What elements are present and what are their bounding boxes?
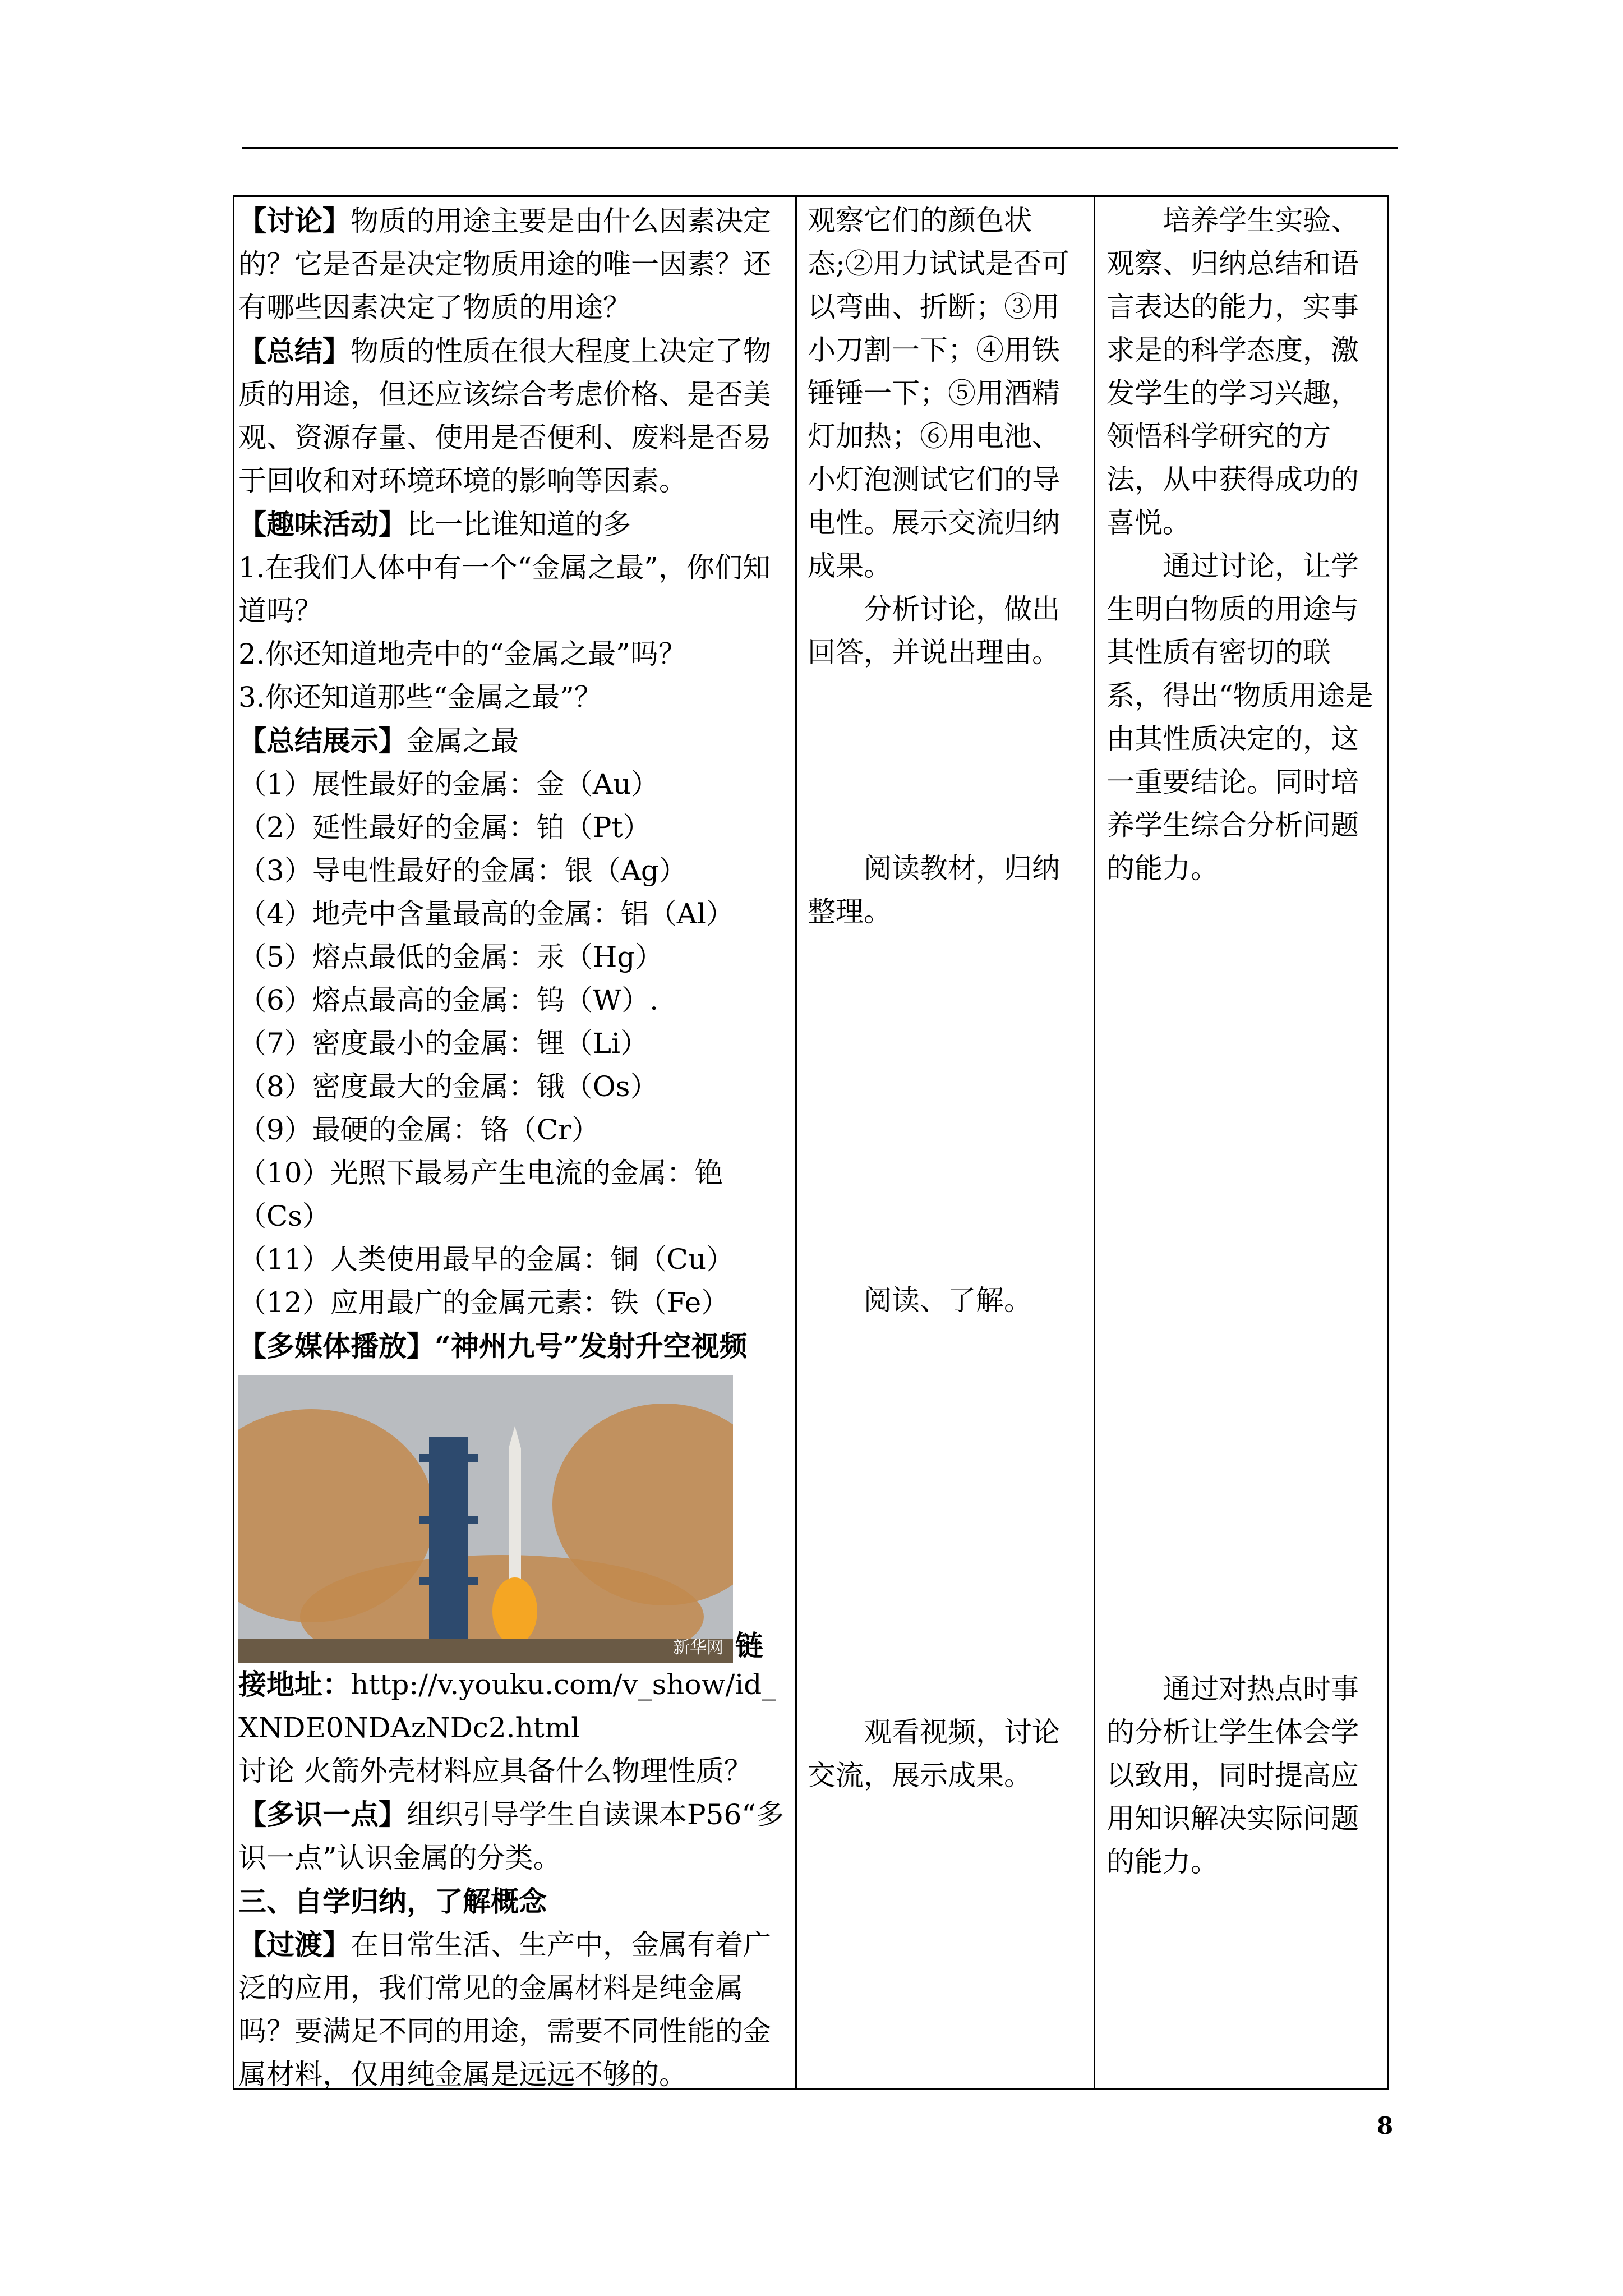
launch-tower-arm (419, 1454, 478, 1462)
summary-text: 物质的性质在很大程度上决定了物质的用途，但还应该综合考虑价格、是否美观、资源存量、使用是否便利、废料是否易于回收和对环境环境的影响等因素。 (238, 335, 771, 497)
metal-fact-item: （5）熔点最低的金属：汞（Hg） (238, 941, 663, 973)
column-divider-1 (795, 197, 797, 2088)
discussion-text: 物质的用途主要是由什么因素决定的？它是否是决定物质用途的唯一因素？还有哪些因素决定了物质的用途？ (238, 205, 771, 324)
summary-paragraph (238, 329, 788, 503)
question-3: 3.你还知道那些“金属之最”？ (238, 681, 602, 714)
show-label: 【总结展示】 (238, 724, 407, 757)
observe-text: 观察它们的颜色状态;②用力试试是否可以弯曲、折断；③用小刀割一下；④用铁锤锤一下；⑤用酒精灯加热；⑥用电池、小灯泡测试它们的导电性。展示交流归纳成果。 (808, 204, 1069, 582)
launch-tower-arm (419, 1516, 478, 1524)
section-3-heading: 三、自学归纳，了解概念 (238, 1885, 547, 1918)
rocket-body (509, 1448, 521, 1594)
more-knowledge-label: 【多识一点】 (238, 1798, 407, 1831)
goal-2-text: 通过讨论，让学生明白物质的用途与其性质有密切的联系，得出“物质用途是由其性质决定的，这一重要结论。同时培养学生综合分析问题的能力。 (1106, 550, 1373, 885)
summary-label: 【总结】 (238, 334, 351, 367)
metal-fact-item: （7）密度最小的金属：锂（Li） (238, 1027, 649, 1060)
fun-activity-label: 【趣味活动】 (238, 508, 407, 541)
transition-text: 在日常生活、生产中，金属有着广泛的应用，我们常见的金属材料是纯金属吗？要满足不同的用途，需要不同性能的金属材料，仅用纯金属是远远不够的。 (238, 1929, 771, 2091)
photo-ground (238, 1639, 733, 1663)
goal-3-text: 通过对热点时事的分析让学生体会学以致用，同时提高应用知识解决实际问题的能力。 (1106, 1673, 1359, 1878)
launch-tower (429, 1437, 468, 1639)
header-rule (242, 147, 1398, 149)
photo-watermark: 新华网 (673, 1638, 723, 1658)
metal-fact-item: （6）熔点最高的金属：钨（W）. (238, 984, 659, 1016)
link-paragraph (238, 1663, 788, 1750)
metal-fact-item: （9）最硬的金属：铬（Cr） (238, 1114, 600, 1146)
link-label-start: 链 (735, 1629, 763, 1662)
discussion-paragraph (238, 199, 788, 329)
question-1: 1.在我们人体中有一个“金属之最”，你们知道吗？ (238, 551, 771, 627)
rocket-flame (492, 1577, 537, 1645)
discussion-label: 【讨论】 (238, 204, 351, 237)
teacher-activity-column (238, 199, 788, 2096)
read-understand-text: 阅读、了解。 (864, 1284, 1032, 1317)
link-label: 接地址： (238, 1668, 351, 1701)
question-2: 2.你还知道地壳中的“金属之最”吗？ (238, 638, 686, 670)
student-activity-column (808, 199, 1082, 1797)
more-knowledge-paragraph (238, 1793, 788, 1880)
transition-paragraph (238, 1923, 788, 2096)
metal-fact-item: （10）光照下最易产生电流的金属：铯（Cs） (238, 1157, 723, 1232)
design-intent-column (1106, 199, 1381, 1884)
video-link[interactable]: http://v.youku.com/v_show/id_XNDE0NDAzNDc2.html (238, 1668, 776, 1744)
metal-fact-item: （8）密度最大的金属：锇（Os） (238, 1070, 658, 1103)
multimedia-heading: 【多媒体播放】“神州九号”发射升空视频 (238, 1329, 748, 1363)
column-divider-2 (1094, 197, 1095, 2088)
analyze-text: 分析讨论，做出回答，并说出理由。 (808, 593, 1060, 669)
more-knowledge-text: 组织引导学生自读课本P56“多识一点”认识金属的分类。 (238, 1798, 784, 1874)
goal-1-text: 培养学生实验、观察、归纳总结和语言表达的能力，实事求是的科学态度，激发学生的学习兴趣，领悟科学研究的方法，从中获得成功的喜悦。 (1106, 204, 1359, 539)
transition-label: 【过渡】 (238, 1928, 351, 1961)
launch-tower-arm (419, 1577, 478, 1585)
page-number: 8 (1377, 2112, 1394, 2139)
fun-activity-paragraph (238, 503, 788, 546)
metal-fact-item: （11）人类使用最早的金属：铜（Cu） (238, 1243, 735, 1276)
metal-fact-item: （4）地壳中含量最高的金属：铝（Al） (238, 898, 734, 930)
fun-activity-text: 比一比谁知道的多 (407, 508, 631, 541)
show-text: 金属之最 (407, 725, 519, 757)
metal-fact-item: （1）展性最好的金属：金（Au） (238, 768, 660, 800)
metal-fact-item: （2）延性最好的金属：铂（Pt） (238, 811, 651, 844)
metal-fact-item: （12）应用最广的金属元素：铁（Fe） (238, 1286, 730, 1319)
watch-video-text: 观看视频，讨论交流，展示成果。 (808, 1716, 1060, 1792)
show-paragraph (238, 719, 788, 763)
rocket-question: 讨论 火箭外壳材料应具备什么物理性质？ (238, 1755, 752, 1787)
read-text: 阅读教材，归纳整理。 (808, 852, 1060, 928)
rocket-launch-photo (238, 1375, 733, 1663)
rocket-photo-line (238, 1368, 788, 1663)
metal-fact-item: （3）导电性最好的金属：银（Ag） (238, 854, 687, 887)
